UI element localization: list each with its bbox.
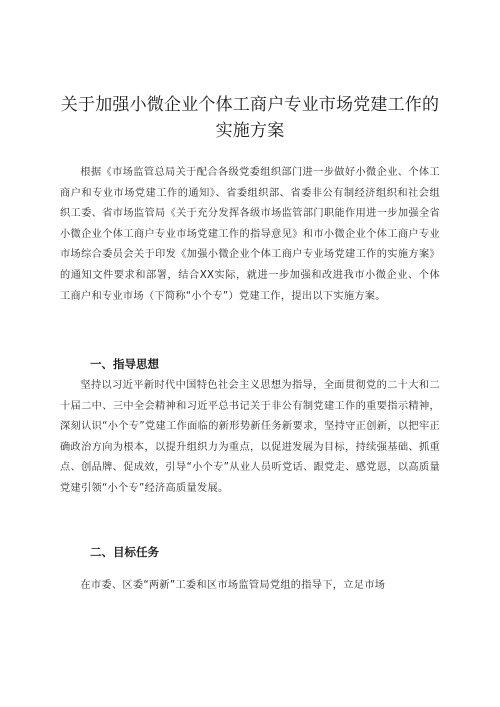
section-heading-guiding-ideology: 一、指导思想 [90,357,159,371]
section-heading-objectives: 二、目标任务 [90,545,159,559]
guiding-ideology-paragraph: 坚持以习近平新时代中国特色社会主义思想为指导，全面贯彻党的二十大和二十届二中、三中全会精神和习近平总书记关于非公有制党建工作的重要指示精神，深刻认识“小个专”党建工作面临的新形势新任务新要求，坚持守正创新，以把牢正确政治方向为根本，以提升组织力为重点，以促进发展为目标，持续强基础、抓重点、创品牌、促成效，引导“小个专”从业人员听党话、跟党走、感党恩，以高质量党建引领“小个专”经济高质量发展。 [60,380,440,494]
intro-paragraph: 根据《市场监管总局关于配合各级党委组织部门进一步做好小微企业、个体工商户和专业市场党建工作的通知》、省委组织部、省委非公有制经济组织和社会组织工委、省市场监管局《关于充分发挥各级市场监管部门职能作用进一步加强全省小微企业个体工商户专业市场党建工作的指导意见》和市小微企业个体工商户专业市场综合委员会关于印发《加强小微企业个体工商户专业场党建工作的实施方案》的通知文件要求和部署，结合XX实际，就进一步加强和改进我市小微企业、个体工商户和专业市场（下简称“小个专”）党建工作，提出以下实施方案。 [60,167,440,302]
objectives-paragraph: 在市委、区委“两新”工委和区市场监管局党组的指导下，立足市场 [80,580,386,591]
document-title: 关于加强小微企业个体工商户专业市场党建工作的实施方案 [60,95,440,141]
